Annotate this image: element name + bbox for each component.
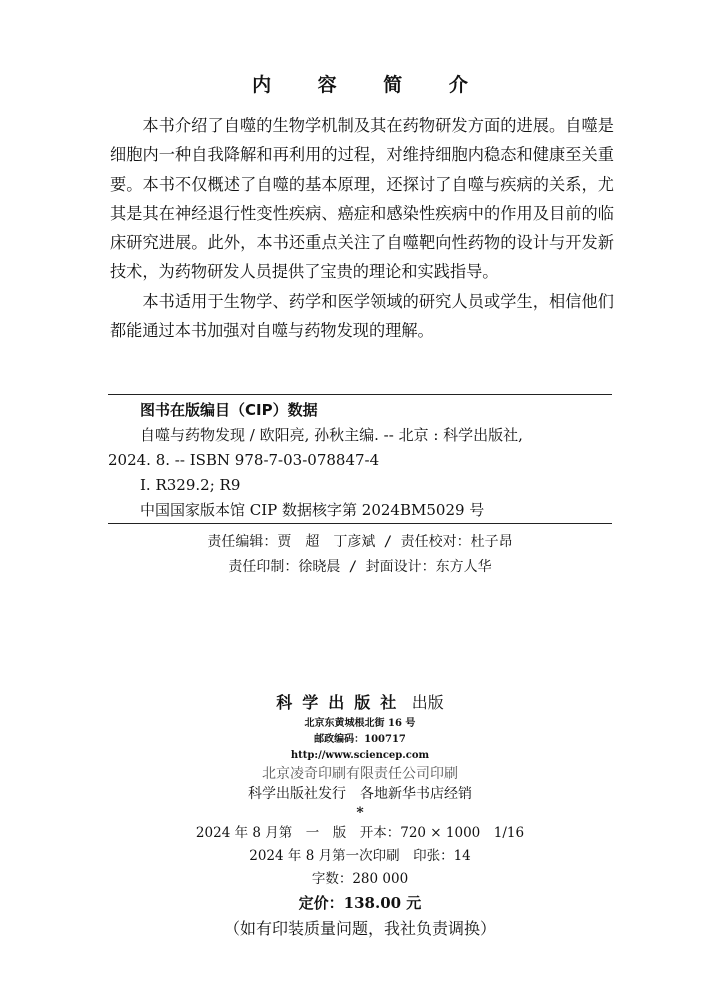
- price-line: 定价：138.00 元: [298, 894, 422, 912]
- cip-line-2: 2024. 8. -- ISBN 978-7-03-078847-4: [108, 451, 380, 469]
- edition-line: 2024 年 8 月第 一 版 开本：720 × 1000 1/16: [195, 825, 525, 841]
- cip-block: [108, 398, 612, 523]
- imprint-block: [0, 690, 720, 942]
- printer-line: 北京凌奇印刷有限责任公司印刷: [262, 766, 458, 782]
- cip-bottom-rule: [108, 523, 612, 524]
- staff-line-1: 责任编辑：贾 超 丁彦斌 / 责任校对：杜子昂: [207, 534, 513, 550]
- page-title: 内 容 简 介: [252, 74, 488, 96]
- staff-credits: [110, 530, 610, 580]
- publisher-line: [0, 690, 720, 716]
- postcode: 邮政编码：100717: [314, 734, 406, 745]
- publisher-suffix: 出版: [411, 693, 444, 712]
- introduction-section: [110, 111, 614, 345]
- publisher-address: 北京东黄城根北街 16 号: [304, 718, 416, 729]
- cip-top-rule: [108, 394, 612, 395]
- cip-line-1: 自噬与药物发现 / 欧阳亮, 孙秋主编. -- 北京 : 科学出版社,: [140, 426, 523, 444]
- printing-line: 2024 年 8 月第一次印刷 印张：14: [249, 848, 471, 864]
- staff-line-2: 责任印制：徐晓晨 / 封面设计：东方人华: [228, 559, 492, 575]
- intro-paragraph-2: 本书适用于生物学、药学和医学领域的研究人员或学生，相信他们都能通过本书加强对自噬与药物发现的理解。: [110, 291, 614, 341]
- distribution-line: 科学出版社发行 各地新华书店经销: [248, 786, 472, 802]
- quality-note: （如有印装质量问题，我社负责调换）: [223, 919, 496, 938]
- wordcount-line: 字数：280 000: [311, 871, 409, 887]
- publisher-logotype: 科学出版社: [276, 693, 407, 712]
- cip-heading: 图书在版编目（CIP）数据: [140, 401, 318, 419]
- publisher-url: http://www.sciencep.com: [290, 750, 430, 761]
- cip-line-3: Ⅰ. R329.2; R9: [140, 476, 241, 494]
- intro-paragraph-1: 本书介绍了自噬的生物学机制及其在药物研发方面的进展。自噬是细胞内一种自我降解和再利用的过程，对维持细胞内稳态和健康至关重要。本书不仅概述了自噬的基本原理，还探讨了自噬与疾病的关系，尤其是其在神经退行性变性疾病、癌症和感染性疾病中的作用及目前的临床研究进展。此外，本书还重点关注了自噬靶向性药物的设计与开发新技术，为药物研发人员提供了宝贵的理论和实践指导。: [110, 116, 614, 282]
- cip-line-4: 中国国家版本馆 CIP 数据核字第 2024BM5029 号: [140, 501, 485, 519]
- separator-star: *: [356, 805, 364, 821]
